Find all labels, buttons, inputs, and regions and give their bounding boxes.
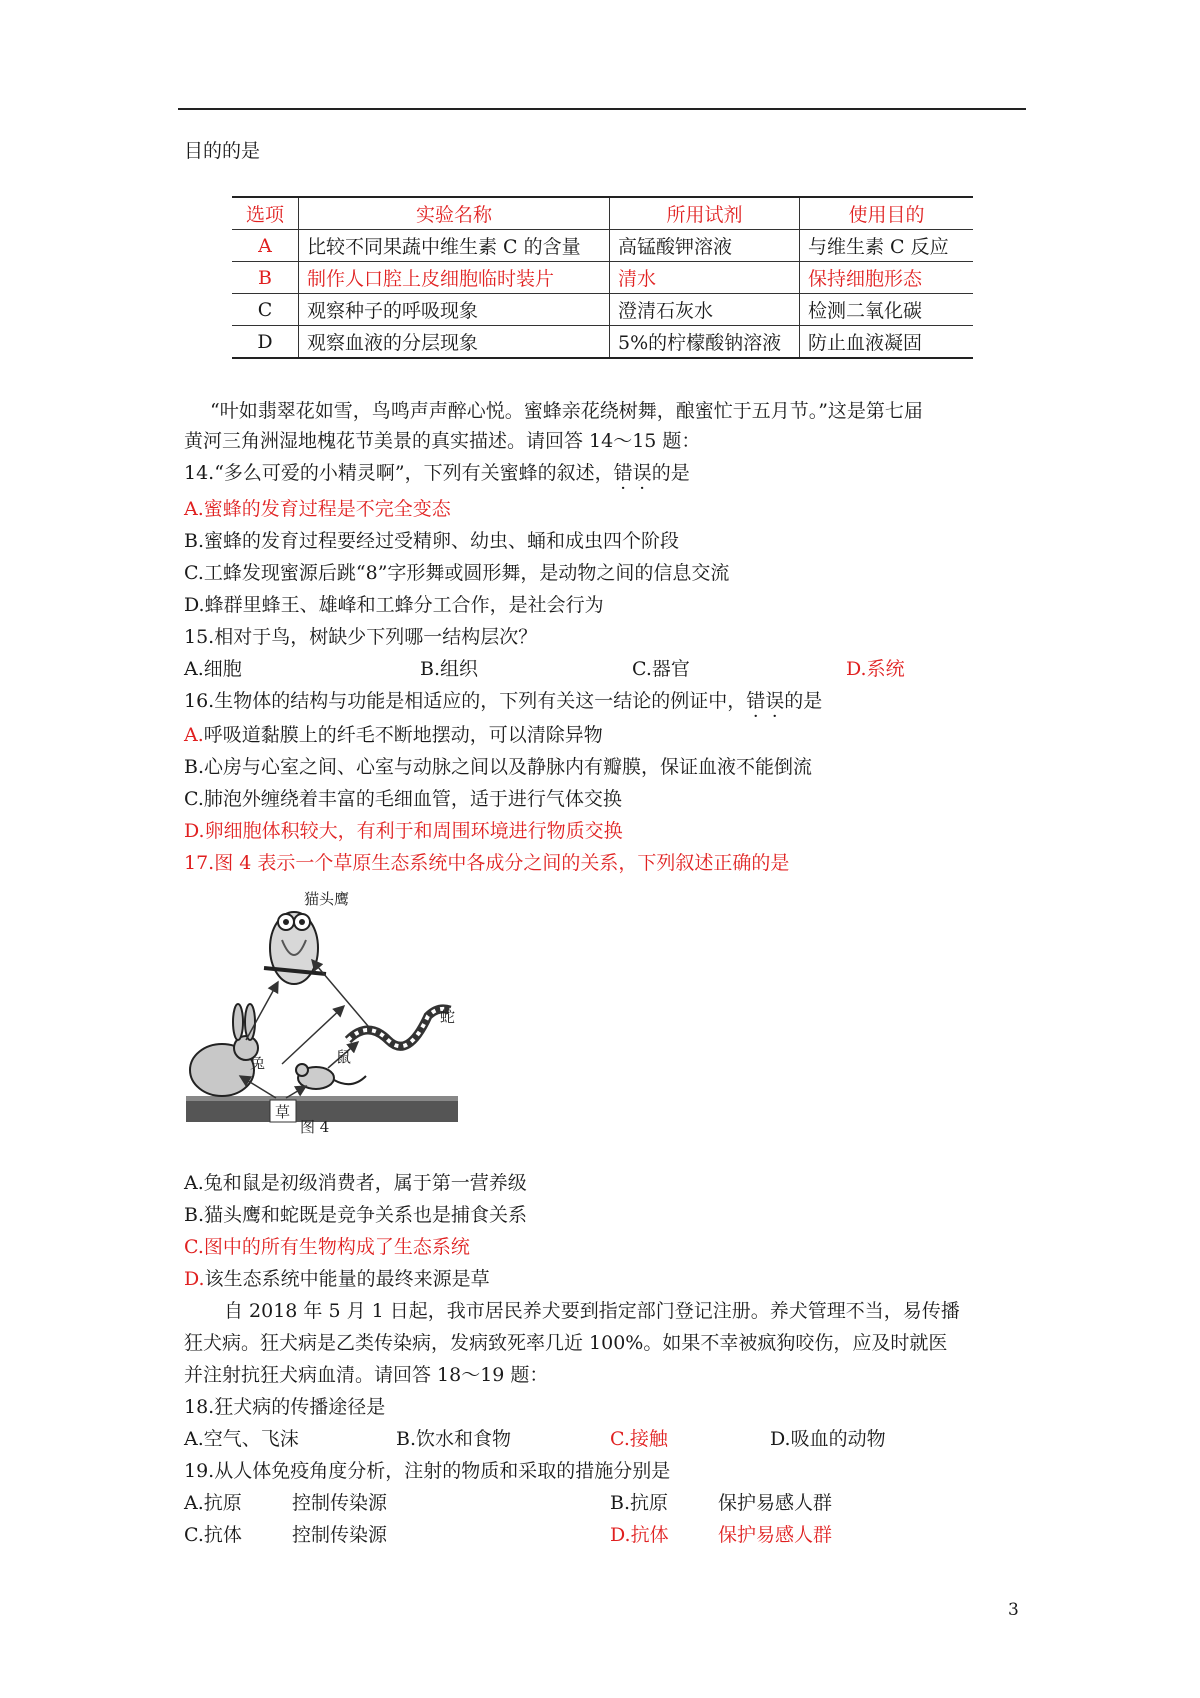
q18-option-c: C.接触 <box>610 1428 668 1450</box>
q16-option-c: C.肺泡外缠绕着丰富的毛细血管，适于进行气体交换 <box>184 788 622 810</box>
q14-stem <box>184 460 690 486</box>
q19-stem: 19.从人体免疫角度分析，注射的物质和采取的措施分别是 <box>184 1460 671 1482</box>
snake-drawing <box>348 1009 450 1046</box>
table-header-cell: 所用试剂 <box>610 197 800 230</box>
snake-label: 蛇 <box>440 1008 456 1026</box>
q15-option-d: D.系统 <box>846 658 905 680</box>
rabbit-drawing <box>190 1004 258 1096</box>
table-cell: 与维生素 C 反应 <box>800 230 974 262</box>
stem-text: 的是 <box>784 690 823 712</box>
question-stem-tail: 目的的是 <box>184 140 261 162</box>
q15-stem: 15.相对于鸟，树缺少下列哪一结构层次？ <box>184 626 538 648</box>
emphasis-char: 错 <box>613 462 633 484</box>
q19-option-d-letter: D.抗体 <box>610 1524 669 1546</box>
table-cell: D <box>232 326 299 359</box>
q15-option-b: B.组织 <box>420 658 479 680</box>
q14-option-b: B.蜜蜂的发育过程要经过受精卵、幼虫、蛹和成虫四个阶段 <box>184 530 680 552</box>
q17-option-a: A.兔和鼠是初级消费者，属于第一营养级 <box>184 1172 527 1194</box>
stem-text: 14.“多么可爱的小精灵啊”，下列有关蜜蜂的叙述， <box>184 462 614 484</box>
option-text: 该生态系统中能量的最终来源是草 <box>204 1268 490 1290</box>
table-cell: A <box>232 230 299 262</box>
q16-stem <box>184 688 822 714</box>
mouse-drawing <box>296 1064 366 1089</box>
table-row <box>232 326 973 359</box>
table-cell: 5%的柠檬酸钠溶液 <box>610 326 800 359</box>
table-cell: 观察种子的呼吸现象 <box>299 294 610 326</box>
grass-layer <box>186 1096 458 1101</box>
table-cell: 保持细胞形态 <box>800 262 974 294</box>
passage-line: “叶如翡翠花如雪，鸟鸣声声醉心悦。蜜蜂亲花绕树舞，酿蜜忙于五月节。”这是第七届 <box>210 400 923 422</box>
q19-option-b-text: 保护易感人群 <box>718 1492 833 1514</box>
q16-option-b: B.心房与心室之间、心室与动脉之间以及静脉内有瓣膜，保证血液不能倒流 <box>184 756 813 778</box>
table-cell: 澄清石灰水 <box>610 294 800 326</box>
q19-option-a-letter: A.抗原 <box>184 1492 242 1514</box>
q16-option-d: D.卵细胞体积较大，有利于和周围环境进行物质交换 <box>184 820 623 842</box>
q15-option-a: A.细胞 <box>184 658 242 680</box>
passage-line: 并注射抗狂犬病血清。请回答 18～19 题： <box>184 1364 549 1386</box>
table-cell: 防止血液凝固 <box>800 326 974 359</box>
table-header-cell: 选项 <box>232 197 299 230</box>
q19-option-d-text: 保护易感人群 <box>718 1524 833 1546</box>
arrow-snake-to-owl <box>312 960 368 1026</box>
table-row <box>232 230 973 262</box>
option-text: 呼吸道黏膜上的纤毛不断地摆动，可以清除异物 <box>203 724 603 746</box>
table-row <box>232 262 973 294</box>
table-cell: 清水 <box>610 262 800 294</box>
table-cell: 检测二氧化碳 <box>800 294 974 326</box>
mouse-label: 鼠 <box>336 1048 352 1066</box>
experiment-table <box>232 196 973 359</box>
passage-line: 自 2018 年 5 月 1 日起，我市居民养犬要到指定部门登记注册。养犬管理不当，易传播 <box>224 1300 960 1322</box>
q14-option-a: A.蜜蜂的发育过程是不完全变态 <box>184 498 451 520</box>
table-header-cell: 实验名称 <box>299 197 610 230</box>
emphasis-char: 错 <box>746 690 766 712</box>
q19-option-c-text: 控制传染源 <box>292 1524 388 1546</box>
table-cell: 制作人口腔上皮细胞临时装片 <box>299 262 610 294</box>
owl-label: 猫头鹰 <box>304 890 350 908</box>
emphasis-text <box>746 690 784 712</box>
table-cell: 观察血液的分层现象 <box>299 326 610 359</box>
emphasis-char: 误 <box>632 462 652 484</box>
q17-option-d <box>184 1266 490 1292</box>
q18-stem: 18.狂犬病的传播途径是 <box>184 1396 386 1418</box>
table-cell: C <box>232 294 299 326</box>
table-cell: 比较不同果蔬中维生素 C 的含量 <box>299 230 610 262</box>
emphasis-char: 误 <box>765 690 785 712</box>
q19-option-b-letter: B.抗原 <box>610 1492 669 1514</box>
food-web-diagram <box>186 890 458 1134</box>
table-cell: 高锰酸钾溶液 <box>610 230 800 262</box>
stem-text: 的是 <box>651 462 690 484</box>
stem-text: 16.生物体的结构与功能是相适应的，下列有关这一结论的例证中， <box>184 690 747 712</box>
table-row <box>232 294 973 326</box>
q18-option-d: D.吸血的动物 <box>770 1428 886 1450</box>
q18-option-b: B.饮水和食物 <box>396 1428 512 1450</box>
q17-stem: 17.图 4 表示一个草原生态系统中各成分之间的关系，下列叙述正确的是 <box>184 852 790 874</box>
q19-option-a-text: 控制传染源 <box>292 1492 388 1514</box>
q18-option-a: A.空气、飞沫 <box>184 1428 299 1450</box>
passage-line: 黄河三角洲湿地槐花节美景的真实描述。请回答 14～15 题： <box>184 430 701 452</box>
header-rule <box>178 108 1026 110</box>
owl-drawing <box>264 912 326 984</box>
figure-caption: 图 4 <box>300 1118 330 1134</box>
grass-label: 草 <box>275 1103 291 1121</box>
table-header-row <box>232 197 973 230</box>
page-number: 3 <box>1008 1600 1019 1620</box>
arrow-mouse-to-owl <box>282 1006 344 1064</box>
food-web-figure <box>186 890 458 1134</box>
q14-option-c: C.工蜂发现蜜源后跳“8”字形舞或圆形舞，是动物之间的信息交流 <box>184 562 730 584</box>
option-letter: A. <box>184 724 204 746</box>
q14-option-d: D.蜂群里蜂王、雄峰和工蜂分工合作，是社会行为 <box>184 594 604 616</box>
table-cell: B <box>232 262 299 294</box>
q15-option-c: C.器官 <box>632 658 690 680</box>
q17-option-b: B.猫头鹰和蛇既是竞争关系也是捕食关系 <box>184 1204 528 1226</box>
table-header-cell: 使用目的 <box>800 197 974 230</box>
emphasis-text <box>614 462 652 484</box>
q16-option-a <box>184 722 603 748</box>
option-letter: D. <box>184 1268 205 1290</box>
q19-option-c-letter: C.抗体 <box>184 1524 242 1546</box>
passage-line: 狂犬病。狂犬病是乙类传染病，发病致死率几近 100%。如果不幸被疯狗咬伤，应及时就医 <box>184 1332 948 1354</box>
rabbit-label: 兔 <box>250 1054 266 1072</box>
q17-option-c: C.图中的所有生物构成了生态系统 <box>184 1236 470 1258</box>
